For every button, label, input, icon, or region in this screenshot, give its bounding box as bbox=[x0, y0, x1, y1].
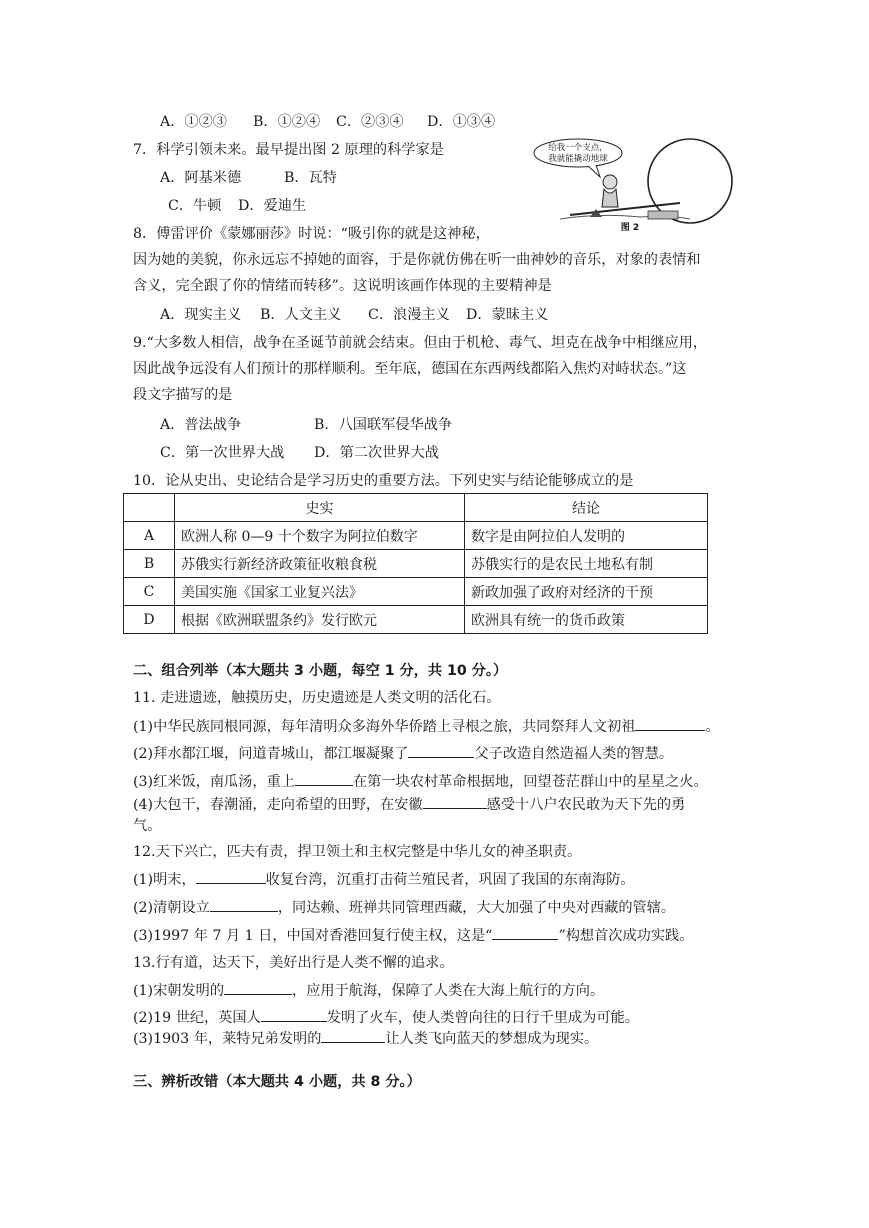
q8-line1: 8．傅雷评价《蒙娜丽莎》时说：“吸引你的就是这神秘， bbox=[133, 226, 490, 242]
q8-option-d: D．蒙昧主义 bbox=[466, 307, 549, 323]
table-cell: 苏俄实行新经济政策征收粮食税 bbox=[175, 550, 465, 578]
table-cell: 苏俄实行的是农民土地私有制 bbox=[465, 550, 708, 578]
q11-item-1-text: (1)中华民族同根同源，每年清明众多海外华侨踏上寻根之旅，共同祭拜人文初祖 bbox=[133, 719, 636, 735]
answer-blank[interactable] bbox=[321, 1028, 385, 1043]
lever-earth-illustration bbox=[530, 137, 735, 233]
q6-option-c: C．②③④ bbox=[336, 114, 404, 130]
q11-item-2 bbox=[133, 743, 673, 764]
answer-blank[interactable] bbox=[295, 771, 353, 786]
q8-options bbox=[160, 305, 548, 325]
q13-stem: 13.行有道，达天下，美好出行是人类不懈的追求。 bbox=[133, 955, 454, 971]
q11-item-1 bbox=[133, 716, 720, 737]
q12-item-2-end: ，同达赖、班禅共同管理西藏，大大加强了中央对西藏的管辖。 bbox=[277, 900, 676, 916]
q7-options-row1 bbox=[160, 168, 337, 188]
answer-blank[interactable] bbox=[423, 794, 487, 809]
q13-item-1-end: ，应用于航海，保障了人类在大海上航行的方向。 bbox=[292, 983, 605, 999]
q12-item-1-text: (1)明末， bbox=[133, 872, 196, 888]
figure-body bbox=[602, 189, 618, 207]
q6-option-a: A．①②③ bbox=[160, 114, 227, 130]
q6-option-b: B．①②④ bbox=[253, 114, 321, 130]
table-row bbox=[124, 522, 708, 550]
q13-item-3-end: 让人类飞向蓝天的梦想成为现实。 bbox=[385, 1031, 599, 1047]
q8-option-b: B．人文主义 bbox=[260, 307, 342, 323]
q12-item-1-end: 收复台湾，沉重打击荷兰殖民者，巩固了我国的东南海防。 bbox=[265, 872, 635, 888]
q7-option-d: D．爱迪生 bbox=[238, 198, 307, 214]
q13-item-2 bbox=[133, 1007, 639, 1028]
q12-item-3-text: (3)1997 年 7 月 1 日，中国对香港回复行使主权，这是“ bbox=[133, 928, 493, 944]
table-row bbox=[124, 550, 708, 578]
q12-stem: 12.天下兴亡，匹夫有责，捍卫领土和主权完整是中华儿女的神圣职责。 bbox=[133, 844, 582, 860]
q11-item-3 bbox=[133, 771, 708, 792]
q8-option-c: C．浪漫主义 bbox=[368, 307, 450, 323]
q11-item-4-text: (4)大包干，春潮涌，走向希望的田野，在安徽 bbox=[133, 797, 423, 813]
q11-item-4-cont: 气。 bbox=[133, 818, 162, 834]
figure-2-archimedes-lever bbox=[530, 137, 735, 233]
q13-item-3 bbox=[133, 1028, 598, 1049]
section3-title: 三、辨析改错（本大题共 4 小题，共 8 分。） bbox=[133, 1074, 421, 1090]
q9-line1: 9.“大多数人相信，战争在圣诞节前就会结束。但由于机枪、毒气、坦克在战争中相继应用， bbox=[133, 335, 708, 351]
q11-item-2-text: (2)拜水都江堰，问道青城山，都江堰凝聚了 bbox=[133, 746, 409, 762]
q13-item-2-end: 发明了火车，使人类曾向往的日行千里成为可能。 bbox=[326, 1010, 639, 1026]
q13-item-1 bbox=[133, 980, 604, 1001]
q7-option-a: A．阿基米德 bbox=[160, 170, 242, 186]
q11-item-4 bbox=[133, 794, 685, 815]
speech-bubble-line1: 给我一个支点， bbox=[548, 143, 608, 153]
answer-blank[interactable] bbox=[492, 925, 558, 940]
answer-blank[interactable] bbox=[224, 980, 292, 995]
q11-item-1-end: 。 bbox=[705, 719, 720, 735]
q6-option-d: D．①③④ bbox=[427, 114, 496, 130]
answer-blank[interactable] bbox=[210, 897, 278, 912]
q11-item-3-text: (3)红米饭，南瓜汤，重上 bbox=[133, 774, 295, 790]
q7-stem: 7．科学引领未来。最早提出图 2 原理的科学家是 bbox=[133, 142, 444, 158]
q11-stem: 11. 走进遗迹，触摸历史，历史遗迹是人类文明的活化石。 bbox=[133, 690, 501, 706]
table-header-row bbox=[124, 494, 708, 522]
answer-blank[interactable] bbox=[635, 716, 705, 731]
earth-globe bbox=[648, 139, 732, 223]
table-cell: 欧洲人称 0—9 十个数字为阿拉伯数字 bbox=[175, 522, 465, 550]
q11-item-3-end: 在第一块农村革命根据地，回望苍茫群山中的星星之火。 bbox=[352, 774, 708, 790]
q9-option-d: D．第二次世界大战 bbox=[314, 445, 439, 461]
speech-bubble-line2: 我就能撬动地球 bbox=[548, 154, 608, 164]
q11-item-4-end: 感受十八户农民敢为天下先的勇 bbox=[486, 797, 686, 813]
table-header-cell: 结论 bbox=[465, 494, 708, 522]
q8-option-a: A．现实主义 bbox=[160, 307, 242, 323]
q9-options-row1 bbox=[160, 415, 452, 435]
q12-item-2 bbox=[133, 897, 675, 918]
q7-option-b: B．瓦特 bbox=[284, 170, 337, 186]
q12-item-3 bbox=[133, 925, 693, 946]
q9-option-a: A．普法战争 bbox=[160, 417, 242, 433]
q13-item-3-text: (3)1903 年，莱特兄弟发明的 bbox=[133, 1031, 322, 1047]
table-header-cell: 史实 bbox=[175, 494, 465, 522]
q8-line3: 含义，完全跟了你的情绪而转移”。这说明该画作体现的主要精神是 bbox=[133, 278, 552, 294]
table-cell: 欧洲具有统一的货币政策 bbox=[465, 606, 708, 634]
answer-blank[interactable] bbox=[196, 869, 266, 884]
table-header-cell bbox=[124, 494, 175, 522]
q12-item-1 bbox=[133, 869, 635, 890]
q7-options-row2 bbox=[168, 196, 306, 216]
q7-option-c: C．牛顿 bbox=[168, 198, 222, 214]
table-cell: A bbox=[124, 522, 175, 550]
table-row bbox=[124, 578, 708, 606]
q13-item-2-text: (2)19 世纪，英国人 bbox=[133, 1010, 261, 1026]
q10-stem: 10．论从史出、史论结合是学习历史的重要方法。下列史实与结论能够成立的是 bbox=[133, 473, 634, 489]
table-cell: 数字是由阿拉伯人发明的 bbox=[465, 522, 708, 550]
table-cell: 新政加强了政府对经济的干预 bbox=[465, 578, 708, 606]
figure-head bbox=[603, 175, 617, 189]
table-cell: C bbox=[124, 578, 175, 606]
q9-line2: 因此战争远没有人们预计的那样顺利。至年底，德国在东西两线都陷入焦灼对峙状态。”这 bbox=[133, 361, 687, 377]
q9-option-c: C．第一次世界大战 bbox=[160, 445, 285, 461]
q11-item-2-end: 父子改造自然造福人类的智慧。 bbox=[474, 746, 674, 762]
figure-caption: 图 2 bbox=[620, 223, 640, 233]
table-row bbox=[124, 606, 708, 634]
table-cell: 根据《欧洲联盟条约》发行欧元 bbox=[175, 606, 465, 634]
q9-options-row2 bbox=[160, 443, 439, 463]
q10-table bbox=[123, 493, 708, 634]
q9-line3: 段文字描写的是 bbox=[133, 387, 233, 403]
q12-item-3-end: ”构想首次成功实践。 bbox=[558, 928, 694, 944]
table-cell: B bbox=[124, 550, 175, 578]
answer-blank[interactable] bbox=[261, 1007, 327, 1022]
q8-line2: 因为她的美貌，你永远忘不掉她的面容，于是你就仿佛在听一曲神妙的音乐，对象的表情和 bbox=[133, 252, 701, 268]
q6-options bbox=[160, 112, 495, 132]
q12-item-2-text: (2)清朝设立 bbox=[133, 900, 210, 916]
answer-blank[interactable] bbox=[408, 743, 474, 758]
q9-option-b: B．八国联军侵华战争 bbox=[314, 417, 453, 433]
section2-title: 二、组合列举（本大题共 3 小题，每空 1 分，共 10 分。） bbox=[133, 663, 508, 679]
q13-item-1-text: (1)宋朝发明的 bbox=[133, 983, 225, 999]
table-cell: 美国实施《国家工业复兴法》 bbox=[175, 578, 465, 606]
table-cell: D bbox=[124, 606, 175, 634]
